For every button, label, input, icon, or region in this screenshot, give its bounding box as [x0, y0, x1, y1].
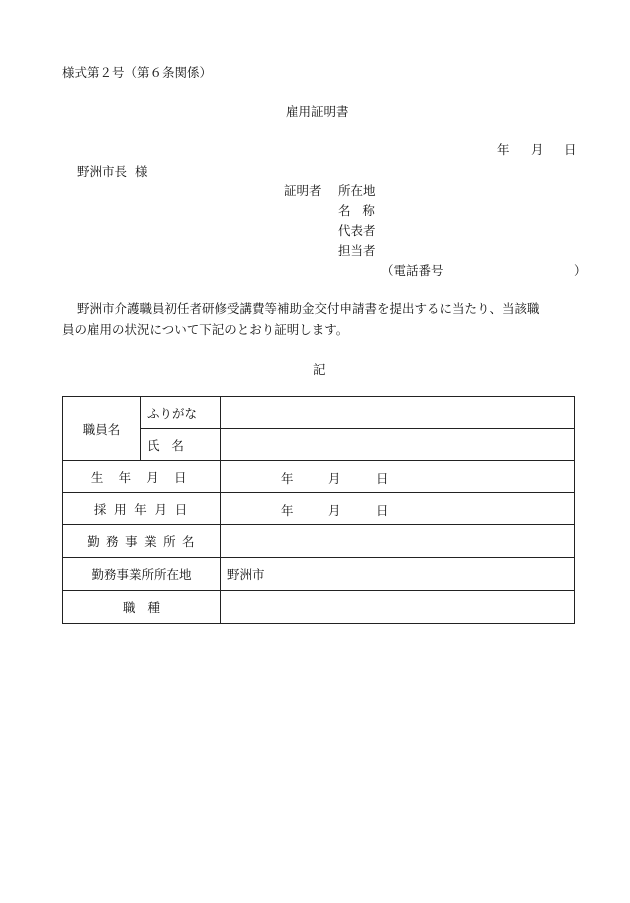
note-heading: 記 [313, 362, 326, 377]
birth-month-label: 月 [328, 471, 341, 486]
workplace-address-label: 勤務事業所所在地 [63, 558, 221, 591]
date-month-label: 月 [531, 142, 544, 157]
hire-year-label: 年 [281, 503, 294, 518]
certificate-table [62, 396, 575, 624]
table-row [63, 397, 575, 429]
certifier-address-label: 所在地 [338, 183, 376, 198]
body-text-line2: 員の雇用の状況について下記のとおり証明します。 [62, 322, 349, 337]
body-text-line1: 野洲市介護職員初任者研修受講費等補助金交付申請書を提出するに当たり、当該職 [77, 301, 540, 316]
certifier-representative-label: 代表者 [338, 223, 376, 238]
hire-month-label: 月 [328, 503, 341, 518]
date-year-label: 年 [497, 142, 510, 157]
full-name-label: 氏 名 [141, 429, 221, 461]
job-type-label: 職 種 [63, 591, 221, 624]
job-type-field[interactable] [221, 591, 575, 624]
table-row [63, 558, 575, 591]
addressee: 野洲市長 様 [77, 164, 148, 179]
certifier-contact-label: 担当者 [338, 243, 376, 258]
birth-date-label: 生 年 月 日 [63, 461, 221, 493]
form-number: 様式第２号（第６条関係） [62, 65, 213, 80]
table-row [63, 493, 575, 525]
workplace-address-field[interactable]: 野洲市 [221, 558, 575, 591]
hire-date-label: 採 用 年 月 日 [63, 493, 221, 525]
certifier-name-label: 名 称 [338, 203, 375, 218]
full-name-field[interactable] [221, 429, 575, 461]
workplace-name-field[interactable] [221, 525, 575, 558]
date-day-label: 日 [564, 142, 577, 157]
birth-date-field[interactable] [221, 461, 575, 493]
birth-day-label: 日 [376, 471, 389, 486]
hire-day-label: 日 [376, 503, 389, 518]
phone-number-label: （電話番号 [381, 263, 444, 278]
table-row [63, 591, 575, 624]
phone-number-close: ） [574, 263, 587, 278]
table-row [63, 461, 575, 493]
furigana-label: ふりがな [141, 397, 221, 429]
hire-date-field[interactable] [221, 493, 575, 525]
staff-name-header: 職員名 [63, 397, 141, 461]
document-title: 雇用証明書 [286, 104, 349, 119]
furigana-field[interactable] [221, 397, 575, 429]
certifier-label: 証明者 [284, 183, 322, 198]
birth-year-label: 年 [281, 471, 294, 486]
table-row [63, 525, 575, 558]
workplace-name-label: 勤 務 事 業 所 名 [63, 525, 221, 558]
